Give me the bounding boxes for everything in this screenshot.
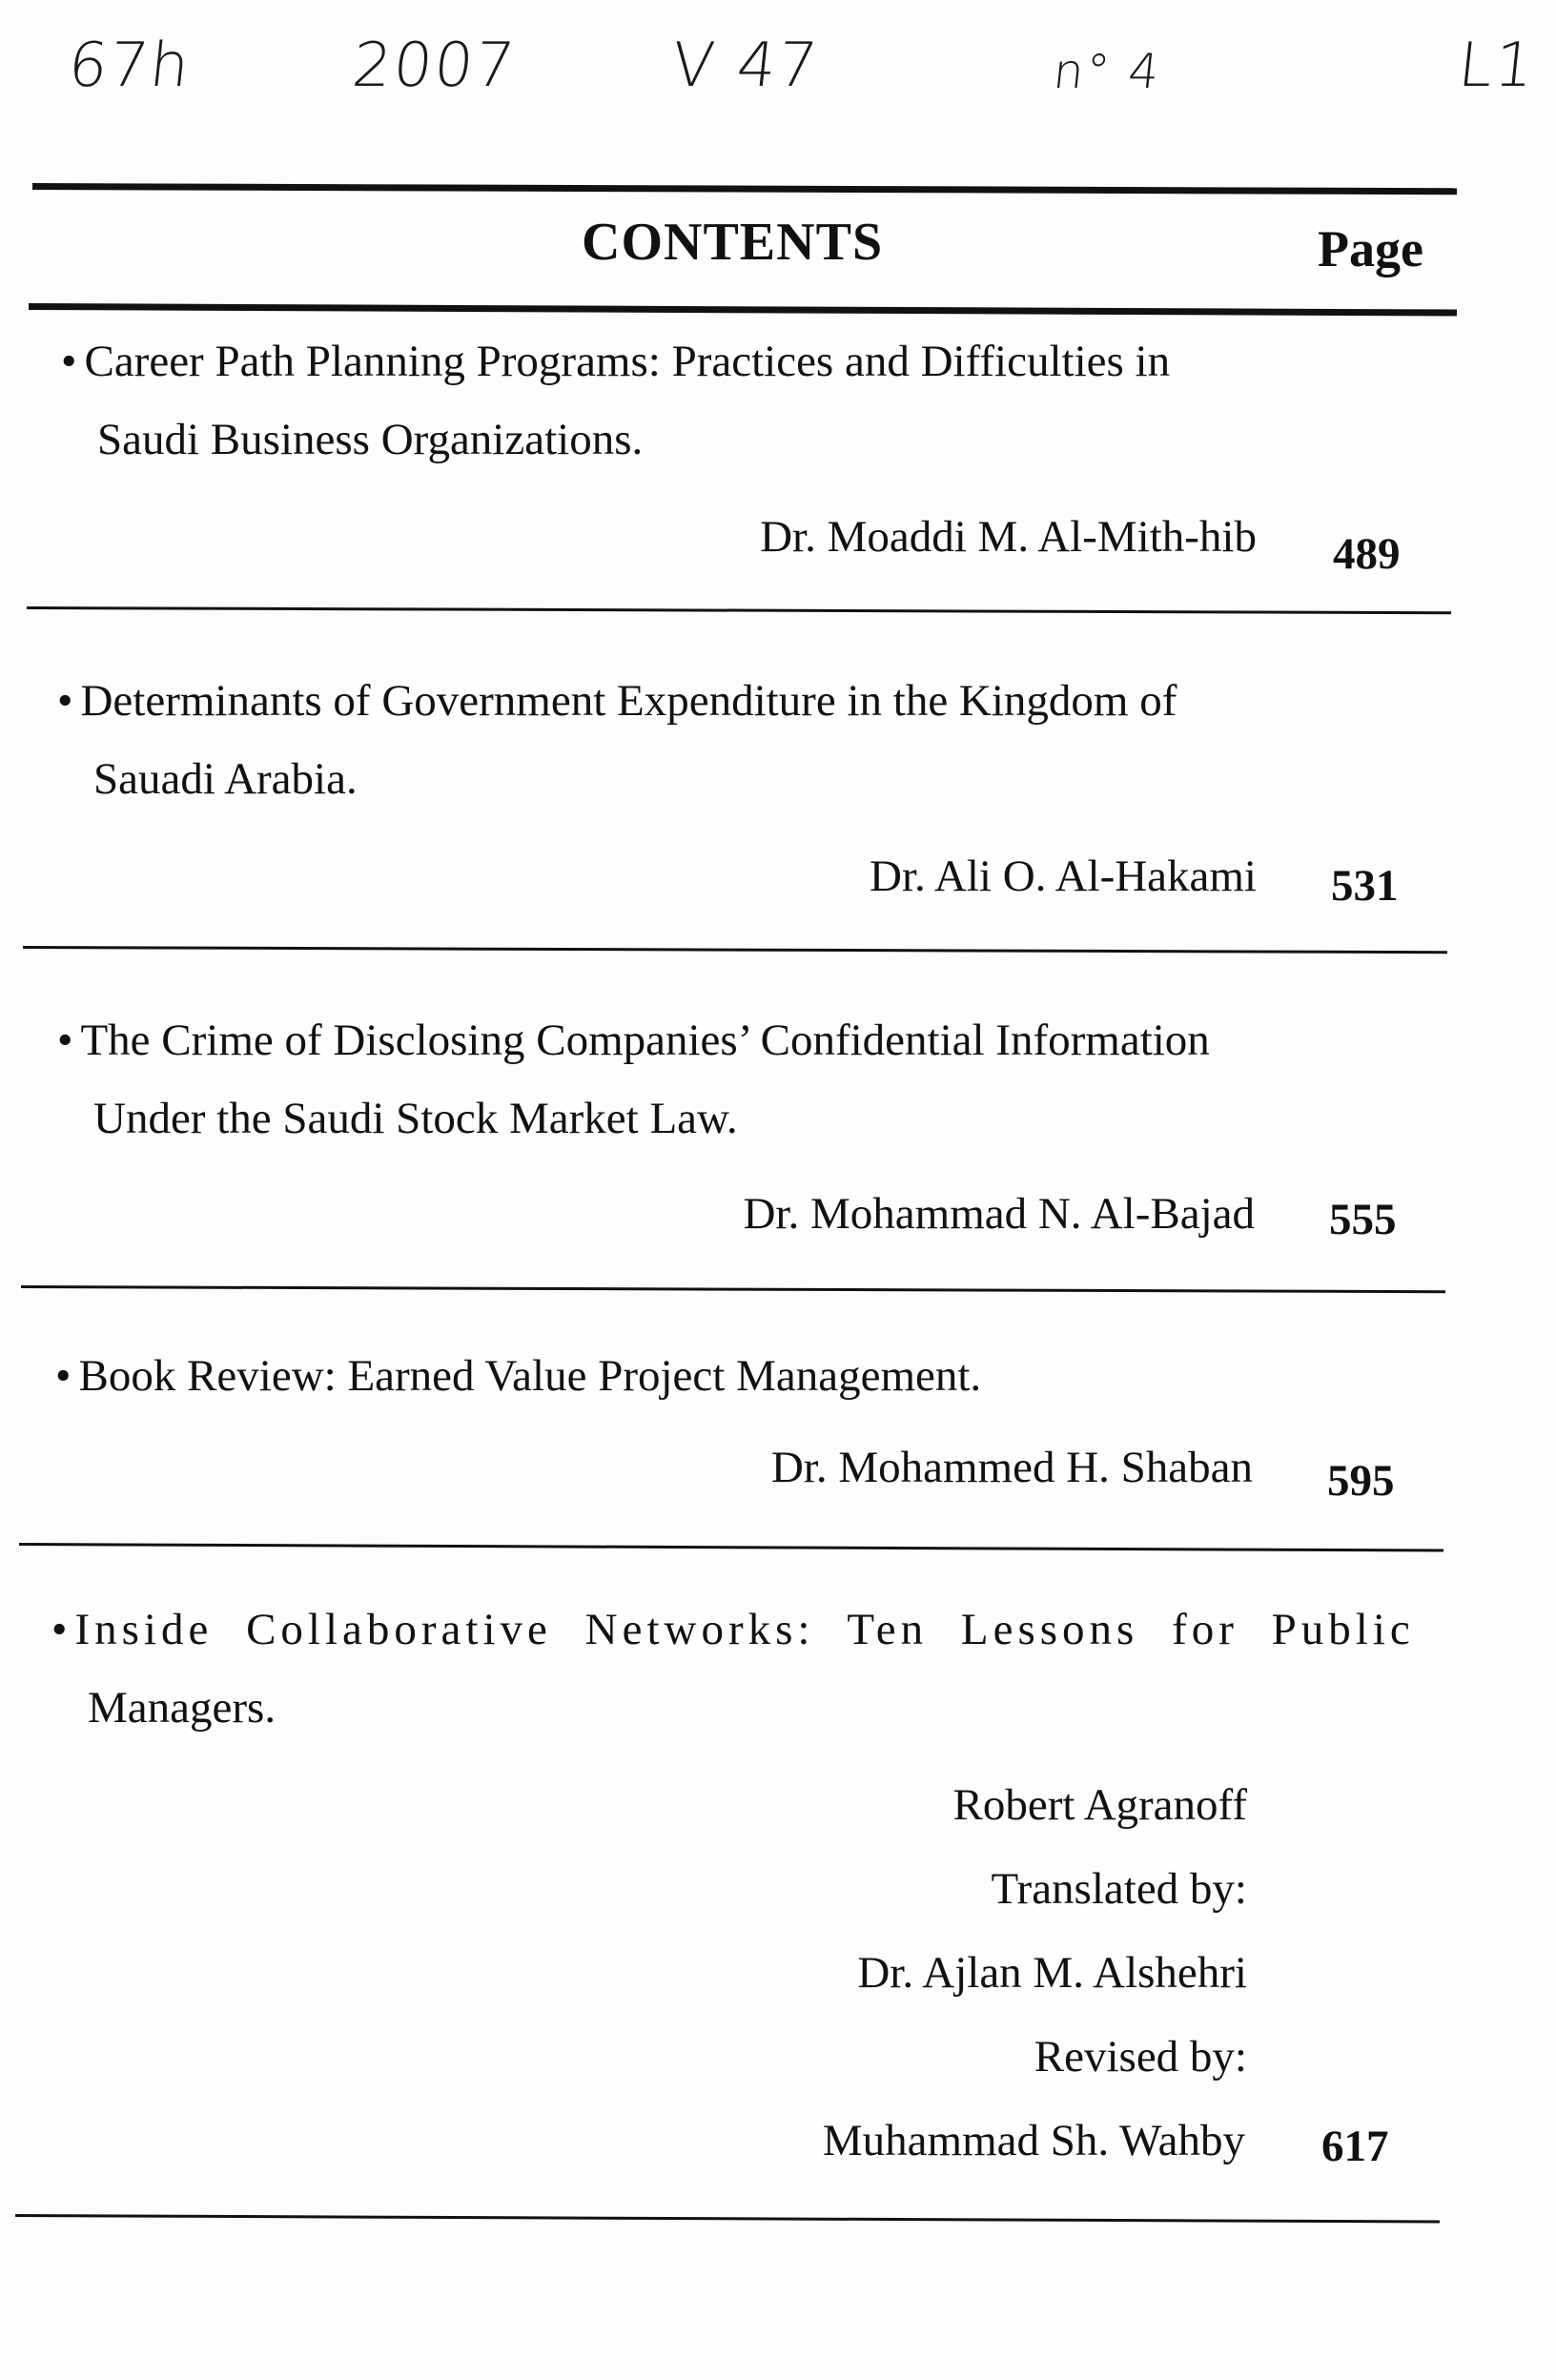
entry-title-line: Determinants of Government Expenditure in the Kingdom of <box>80 676 1177 726</box>
handwritten-note: 2007 <box>349 31 520 101</box>
page-column-heading: Page <box>1318 220 1423 277</box>
entry-title <box>55 1337 981 1415</box>
entry-page-number: 531 <box>1331 861 1399 911</box>
entry-translator-credit: Dr. Ajlan M. Alshehri <box>857 1948 1247 1998</box>
handwritten-note: n° 4 <box>1050 44 1164 99</box>
entry-page-number: 595 <box>1327 1456 1395 1506</box>
entry-page-number: 489 <box>1333 529 1401 579</box>
contents-heading: CONTENTS <box>582 213 884 272</box>
entry-title <box>61 322 1170 479</box>
entry-title <box>57 662 1177 818</box>
bullet-icon: • <box>57 676 73 726</box>
divider <box>19 1543 1443 1552</box>
entry-page-number: 617 <box>1321 2122 1389 2171</box>
entry-title <box>57 1001 1210 1158</box>
divider <box>27 606 1451 614</box>
entry-title-line: Inside Collaborative Networks: Ten Lessons for Public <box>74 1605 1415 1654</box>
entry-author: Dr. Mohammad N. Al-Bajad <box>743 1189 1255 1239</box>
handwritten-note: 67h <box>65 31 194 101</box>
entry-author: Dr. Mohammed H. Shaban <box>770 1443 1253 1492</box>
divider <box>23 946 1447 954</box>
entry-author: Dr. Moaddi M. Al-Mith-hib <box>760 512 1257 562</box>
entry-title-line: The Crime of Disclosing Companies’ Confidential Information <box>80 1016 1210 1065</box>
entry-translator-credit: Revised by: <box>1034 2032 1247 2082</box>
handwritten-note: L1 <box>1455 31 1540 101</box>
entry-author: Muhammad Sh. Wahby <box>822 2116 1245 2165</box>
entry-title-line: Sauadi Arabia. <box>93 754 358 804</box>
entry-translator-credit: Translated by: <box>991 1864 1247 1914</box>
bullet-icon: • <box>55 1351 72 1401</box>
entry-title <box>51 1590 1415 1747</box>
entry-page-number: 555 <box>1329 1195 1397 1244</box>
entry-translator-credit: Robert Agranoff <box>952 1780 1247 1830</box>
entry-title-line: Under the Saudi Stock Market Law. <box>93 1094 738 1143</box>
divider <box>21 1285 1445 1293</box>
entry-author: Dr. Ali O. Al-Hakami <box>870 851 1257 901</box>
bullet-icon: • <box>51 1605 68 1654</box>
entry-title-line: Career Path Planning Programs: Practices and Difficulties in <box>84 337 1171 386</box>
bullet-icon: • <box>61 337 77 386</box>
divider <box>32 183 1457 195</box>
bullet-icon: • <box>57 1016 73 1065</box>
entry-title-line: Book Review: Earned Value Project Management. <box>78 1351 982 1401</box>
entry-title-line: Saudi Business Organizations. <box>97 415 644 464</box>
divider <box>15 2214 1440 2224</box>
handwritten-note: V 47 <box>668 31 823 101</box>
divider <box>29 303 1457 317</box>
entry-title-line: Managers. <box>88 1683 276 1733</box>
